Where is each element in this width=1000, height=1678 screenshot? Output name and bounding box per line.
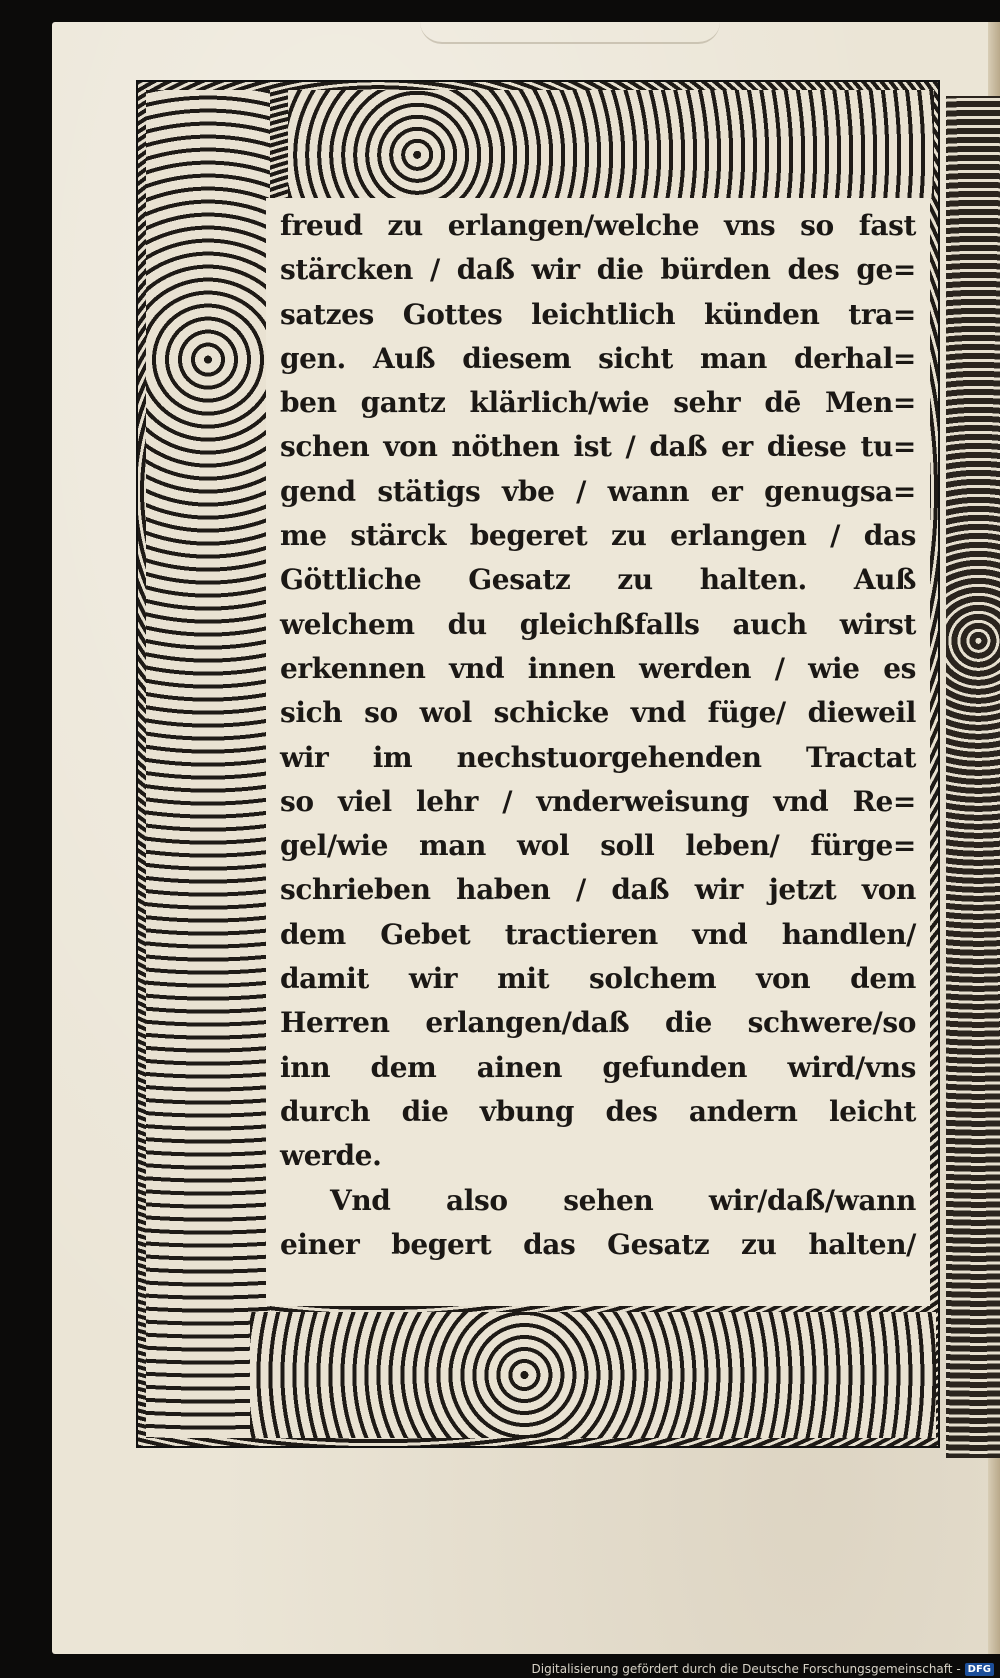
text-line: me stärck begeret zu erlangen / das xyxy=(280,519,916,553)
text-line: damit wir mit solchem von dem xyxy=(280,962,916,996)
left-ornament-figure xyxy=(146,90,270,1438)
text-line: erkennen vnd innen werden / wie es xyxy=(280,651,916,685)
text-line: gel/wie man wol soll leben/ fürge= xyxy=(280,829,916,863)
text-line: welchem du gleichßfalls auch wirst xyxy=(280,607,916,641)
text-line: Vnd also sehen wir/daß/wann xyxy=(330,1183,916,1217)
text-line: durch die vbung des andern leicht xyxy=(280,1094,916,1128)
text-line: gen. Auß diesem sicht man derhal= xyxy=(280,341,916,375)
top-ornament xyxy=(288,90,934,198)
text-line: Herren erlangen/daß die schwere/so xyxy=(280,1006,916,1040)
text-line: sich so wol schicke vnd füge/ dieweil xyxy=(280,696,916,730)
text-line: ben gantz klärlich/wie sehr dē Men= xyxy=(280,386,916,420)
dfg-logo: DFG xyxy=(965,1663,994,1676)
page-fold-mark xyxy=(420,22,720,44)
text-line: satzes Gottes leichtlich künden tra= xyxy=(280,297,916,331)
text-line: so viel lehr / vnderweisung vnd Re= xyxy=(280,784,916,818)
text-line: einer begert das Gesatz zu halten/ xyxy=(280,1227,916,1261)
text-line: gend stätigs vbe / wann er genugsa= xyxy=(280,474,916,508)
text-line: inn dem ainen gefunden wird/vns xyxy=(280,1050,916,1084)
text-line: freud zu erlangen/welche vns so fast xyxy=(280,209,916,242)
text-line: Göttliche Gesatz zu halten. Auß xyxy=(280,563,916,597)
text-line: stärcken / daß wir die bürden des ge= xyxy=(280,253,916,287)
adjacent-page-border xyxy=(946,96,1000,1458)
text-line: dem Gebet tractieren vnd handlen/ xyxy=(280,917,916,951)
credit-text: Digitalisierung gefördert durch die Deutsche Forschungsgemeinschaft - xyxy=(531,1662,961,1676)
digitization-credit xyxy=(532,1662,995,1676)
text-block xyxy=(266,198,930,1306)
text-line: wir im nechstuorgehenden Tractat xyxy=(280,740,916,774)
text-line: schrieben haben / daß wir jetzt von xyxy=(280,873,916,907)
text-line: schen von nöthen ist / daß er diese tu= xyxy=(280,430,916,464)
bottom-ornament xyxy=(250,1312,936,1438)
text-line: werde. xyxy=(280,1139,382,1173)
